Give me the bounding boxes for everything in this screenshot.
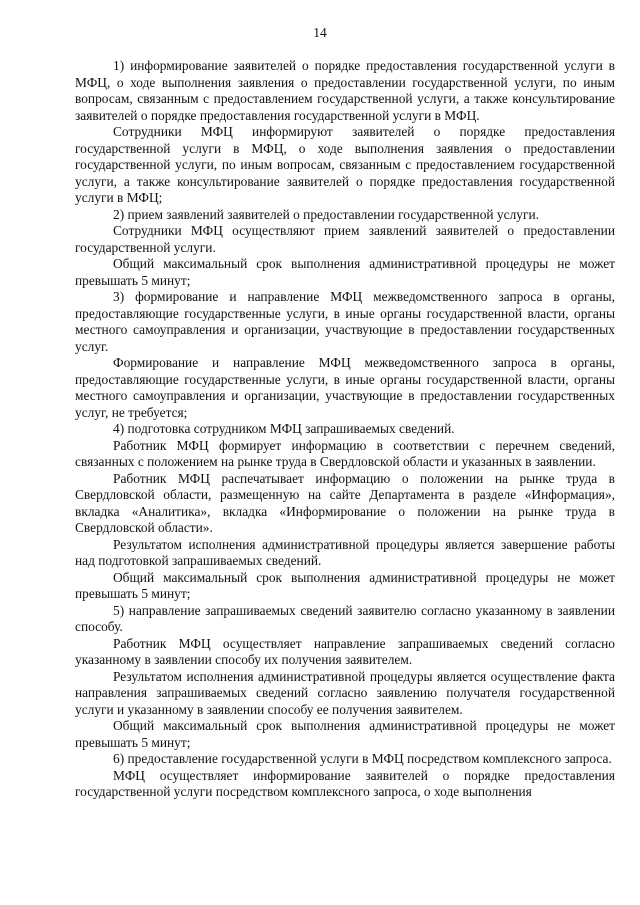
paragraph-3: 2) прием заявлений заявителей о предоставлении государственной услуги. <box>113 206 539 222</box>
paragraph-16: Общий максимальный срок выполнения административной процедуры не может превышать 5 минут; <box>75 718 615 750</box>
paragraph-6: 3) формирование и направление МФЦ межведомственного запроса в органы, предоставляющие государственные услуги, в иные органы государственной власти, органы местного самоуправления и организации, участвующие в предоставлении государственных услуг. <box>75 289 615 354</box>
paragraph-11: Результатом исполнения административной процедуры является завершение работы над подготовкой запрашиваемых сведений. <box>75 536 615 568</box>
paragraph-7: Формирование и направление МФЦ межведомственного запроса в органы, предоставляющие государственные услуги, в иные органы государственной власти, органы местного самоуправления и организации, участвующие в предоставлении государственных услуг, не требуется; <box>75 355 615 420</box>
page-number: 14 <box>313 25 327 40</box>
paragraph-13: 5) направление запрашиваемых сведений заявителю согласно указанному в заявлении способу. <box>75 602 615 634</box>
paragraph-17: 6) предоставление государственной услуги в МФЦ посредством комплексного запроса. <box>113 751 612 766</box>
document-body <box>75 58 615 801</box>
paragraph-10: Работник МФЦ распечатывает информацию о положении на рынке труда в Свердловской области, размещенную на сайте Департамента в разделе «Информация», вкладка «Аналитика», вкладка «Информирование о положении на рынке труда в Свердловской области». <box>75 470 615 535</box>
paragraph-14: Работник МФЦ осуществляет направление запрашиваемых сведений согласно указанному в заявлении способу их получения заявителем. <box>75 635 615 667</box>
paragraph-1: 1) информирование заявителей о порядке предоставления государственной услуги в МФЦ, о ходе выполнения заявления о предоставлении государственной услуги, по иным вопросам, связанным с предоставлением государственной услуги, а также консультирование заявителей о порядке предоставления государственной услуги в МФЦ. <box>75 58 615 123</box>
paragraph-4: Сотрудники МФЦ осуществляют прием заявлений заявителей о предоставлении государственной услуги. <box>75 223 615 255</box>
paragraph-15: Результатом исполнения административной процедуры является осуществление факта направления запрашиваемых сведений согласно заявлению получателя государственной услуги и указанному в заявлении способу ее получения заявителем. <box>75 668 615 717</box>
paragraph-5: Общий максимальный срок выполнения административной процедуры не может превышать 5 минут; <box>75 256 615 288</box>
paragraph-8: 4) подготовка сотрудником МФЦ запрашиваемых сведений. <box>113 421 455 436</box>
paragraph-9: Работник МФЦ формирует информацию в соответствии с перечнем сведений, связанных с положением на рынке труда в Свердловской области и указанных в заявлении. <box>75 437 615 469</box>
paragraph-12: Общий максимальный срок выполнения административной процедуры не может превышать 5 минут; <box>75 569 615 601</box>
paragraph-18: МФЦ осуществляет информирование заявителей о порядке предоставления государственной услуги посредством комплексного запроса, о ходе выполнения <box>75 767 615 799</box>
paragraph-2: Сотрудники МФЦ информируют заявителей о порядке предоставления государственной услуги в МФЦ, о ходе выполнения заявления о предоставлении государственной услуги, по иным вопросам, связанным с предоставлением государственной услуги, а также консультирование заявителей о порядке предоставления государственной услуги в МФЦ; <box>75 124 615 205</box>
